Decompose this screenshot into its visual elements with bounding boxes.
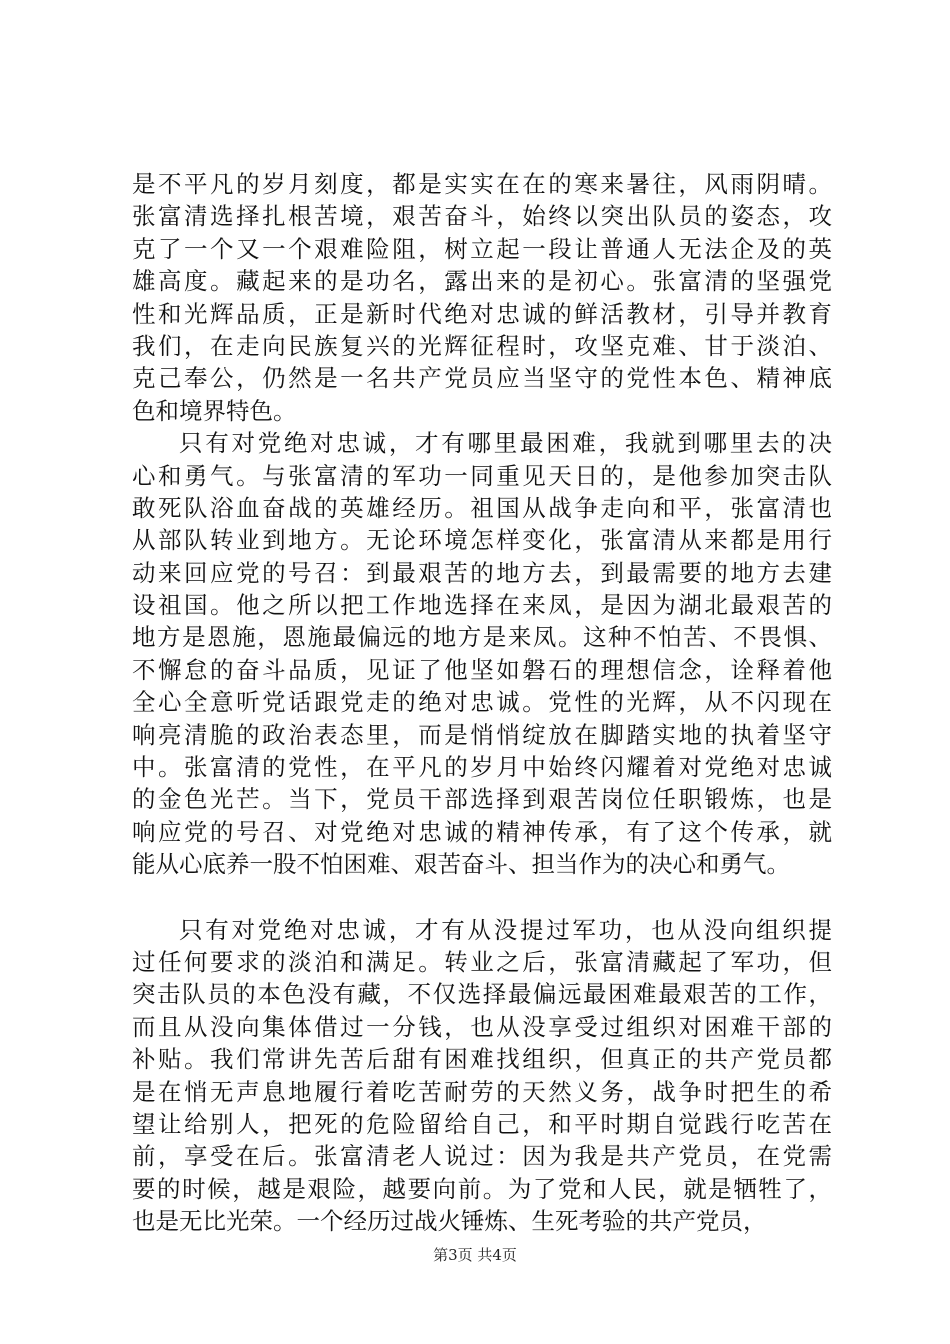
text-line: 只有对党绝对忠诚，才有哪里最困难，我就到哪里去的决: [179, 429, 832, 458]
text-line: 张富清选择扎根苦境，艰苦奋斗，始终以突出队员的姿态，攻: [132, 202, 832, 231]
text-line: 从部队转业到地方。无论环境怎样变化，张富清从来都是用行: [132, 526, 832, 555]
page-number-label: 第3页 共4页: [433, 1246, 517, 1264]
paragraph-3: [132, 914, 832, 1238]
text-line: 过任何要求的淡泊和满足。转业之后，张富清藏起了军功，但: [132, 947, 832, 976]
text-line: 也是无比光荣。一个经历过战火锤炼、生死考验的共产党员，: [132, 1207, 767, 1236]
text-line: 要的时候，越是艰险，越要向前。为了党和人民，就是牺牲了，: [132, 1174, 832, 1203]
text-line: 只有对党绝对忠诚，才有从没提过军功，也从没向组织提: [179, 915, 832, 944]
text-line: 性和光辉品质，正是新时代绝对忠诚的鲜活教材，引导并教育: [132, 299, 832, 328]
text-line: 前，享受在后。张富清老人说过：因为我是共产党员，在党需: [132, 1142, 832, 1171]
text-line: 能从心底养一股不怕困难、艰苦奋斗、担当作为的决心和勇气。: [132, 850, 790, 879]
text-line: 是不平凡的岁月刻度，都是实实在在的寒来暑往，风雨阴晴。: [132, 170, 832, 198]
text-line: 我们，在走向民族复兴的光辉征程时，攻坚克难、甘于淡泊、: [132, 331, 832, 360]
text-line: 克了一个又一个艰难险阻，树立起一段让普通人无法企及的英: [132, 234, 832, 263]
text-line: 补贴。我们常讲先苦后甜有困难找组织，但真正的共产党员都: [132, 1045, 832, 1074]
text-line: 望让给别人，把死的危险留给自己，和平时期自觉践行吃苦在: [132, 1109, 832, 1138]
text-line: 色和境界特色。: [132, 396, 297, 425]
text-line: 全心全意听党话跟党走的绝对忠诚。党性的光辉，从不闪现在: [132, 688, 832, 717]
text-line: 响亮清脆的政治表态里，而是悄悄绽放在脚踏实地的执着坚守: [132, 720, 832, 749]
page-footer: [0, 1245, 950, 1265]
paragraph-1: [132, 168, 832, 427]
text-line: 地方是恩施，恩施最偏远的地方是来凤。这种不怕苦、不畏惧、: [132, 623, 832, 652]
text-line: 响应党的号召、对党绝对忠诚的精神传承，有了这个传承，就: [132, 817, 832, 846]
document-body: [132, 168, 832, 1238]
paragraph-2: [132, 427, 832, 880]
text-line: 设祖国。他之所以把工作地选择在来凤，是因为湖北最艰苦的: [132, 591, 832, 620]
text-line: 雄高度。藏起来的是功名，露出来的是初心。张富清的坚强党: [132, 267, 832, 296]
text-line: 中。张富清的党性，在平凡的岁月中始终闪耀着对党绝对忠诚: [132, 753, 832, 782]
text-line: 敢死队浴血奋战的英雄经历。祖国从战争走向和平，张富清也: [132, 493, 832, 522]
text-line: 克己奉公，仍然是一名共产党员应当坚守的党性本色、精神底: [132, 364, 832, 393]
text-line: 不懈怠的奋斗品质，见证了他坚如磐石的理想信念，诠释着他: [132, 655, 832, 684]
text-line: 心和勇气。与张富清的军功一同重见天日的，是他参加突击队: [132, 461, 832, 490]
text-line: 突击队员的本色没有藏，不仅选择最偏远最困难最艰苦的工作，: [132, 980, 832, 1009]
text-line: 的金色光芒。当下，党员干部选择到艰苦岗位任职锻炼，也是: [132, 785, 832, 814]
paragraph-spacer: [132, 881, 832, 914]
text-line: 动来回应党的号召：到最艰苦的地方去，到最需要的地方去建: [132, 558, 832, 587]
text-line: 是在悄无声息地履行着吃苦耐劳的天然义务，战争时把生的希: [132, 1077, 832, 1106]
text-line: 而且从没向集体借过一分钱，也从没享受过组织对困难干部的: [132, 1012, 832, 1041]
